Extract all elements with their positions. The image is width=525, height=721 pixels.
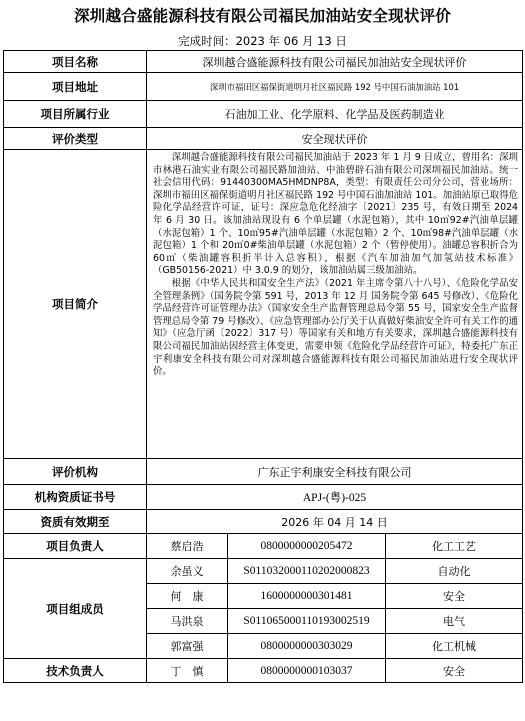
row-leader (4, 534, 523, 559)
industry-label: 项目所属行业 (4, 101, 147, 128)
member-row (4, 559, 523, 584)
agency-label: 评价机构 (4, 459, 147, 485)
project-name-value: 深圳越合盛能源科技有限公司福民加油站安全现状评价 (147, 51, 523, 73)
project-address-value: 深圳市福田区福保街道明月社区福民路 192 号中国石油加油站 101 (147, 73, 523, 101)
industry-value: 石油加工业、化学原料、化学品及医药制造业 (147, 101, 523, 128)
leader-name: 蔡启浩 (147, 534, 228, 559)
tech-lead-field: 安全 (386, 659, 523, 683)
tech-lead-cert: 0800000000103037 (228, 659, 386, 683)
member-field: 电气 (386, 609, 523, 634)
leader-cert: 0800000000205472 (228, 534, 386, 559)
document-title: 深圳越合盛能源科技有限公司福民加油站安全现状评价 (74, 7, 451, 25)
tech-lead-name: 丁 慎 (147, 659, 228, 683)
row-cert (4, 485, 523, 510)
member-name: 郭富强 (147, 634, 228, 659)
agency-value: 广东正宇利康安全科技有限公司 (147, 459, 523, 485)
row-intro (4, 150, 523, 459)
member-field: 化工机械 (386, 634, 523, 659)
member-cert: 0800000000303029 (228, 634, 386, 659)
member-cert: 1600000000301481 (228, 584, 386, 609)
intro-label: 项目简介 (4, 150, 147, 459)
member-field: 自动化 (386, 559, 523, 584)
project-address-label: 项目地址 (4, 73, 147, 101)
member-cert: S011065000110193002519 (228, 609, 386, 634)
project-name-label: 项目名称 (4, 51, 147, 73)
cert-label: 机构资质证书号 (4, 485, 147, 510)
intro-text (147, 150, 523, 459)
member-name: 余虽义 (147, 559, 228, 584)
eval-type-label: 评价类型 (4, 128, 147, 150)
row-project-address (4, 73, 523, 101)
leader-label: 项目负责人 (4, 534, 147, 559)
eval-type-value: 安全现状评价 (147, 128, 523, 150)
row-eval-type (4, 128, 523, 150)
row-agency (4, 459, 523, 485)
completion-label: 完成时间 (178, 34, 225, 48)
leader-field: 化工工艺 (386, 534, 523, 559)
member-cert: S011032000110202000823 (228, 559, 386, 584)
members-label: 项目组成员 (4, 559, 147, 659)
completion-date: 完成时间：2023 年 06 月 13 日 (178, 34, 347, 48)
row-industry (4, 101, 523, 128)
completion-date-value: 2023 年 06 月 13 日 (235, 34, 347, 48)
validity-label: 资质有效期至 (4, 510, 147, 534)
member-field: 安全 (386, 584, 523, 609)
row-validity (4, 510, 523, 534)
member-name: 何 康 (147, 584, 228, 609)
validity-value: 2026 年 04 月 14 日 (147, 510, 523, 534)
intro-paragraph-1: 深圳越合盛能源科技有限公司福民加油站于 2023 年 1 月 9 日成立，曾用名：深圳市林港石油实业有限公司福民路加油站、中油碧辟石油有限公司深圳福民加油站。统一社会信用代码：91440300MA5HMDNP8A，类型：有限责任公司分公司，营业场所：深圳市福田区福保街道明月社区福民路 192 号中国石油加油站 101。加油站原已取得危险化学品经营许可证，证号：深应急危化经油字〔2021〕235 号，有效日期至 2024 年 6 月 30 日。该加油站现设有 6 个单层罐（水泥包箱），其中 10㎥92#汽油单层罐（水泥包箱）1 个、10㎥95#汽油单层罐（水泥包箱）2 个、10㎥98#汽油单层罐（水泥包箱）1 个和 20㎥0#柴油单层罐（水泥包箱）2 个（暂停使用）。油罐总容积折合为 60㎥（柴油罐容积折半计入总容积），根据《汽车加油加气加氢站技术标准》（GB50156-2021）中 3.0.9 的划分，该加油站属三级加油站。 (153, 152, 519, 277)
tech-lead-label: 技术负责人 (4, 659, 147, 683)
member-name: 马洪泉 (147, 609, 228, 634)
intro-paragraph-2: 根据《中华人民共和国安全生产法》（2021 年主席令第八十八号）、《危险化学品安全管理条例》（国务院令第 591 号，2013 年 12 月 国务院令第 645 号修改）、《危险化学品经营许可证管理办法》（国家安全生产监督管理总局令第 55 号，国家安全生产监督管理总局令第 79 号修改）、《应急管理部办公厅关于认真做好柴油安全许可有关工作的通知》（应急厅函〔2022〕317 号）等国家有关和地方有关要求，深圳越合盛能源科技有限公司福民加油站因经营主体变更，需要申领《危险化学品经营许可证》，特委托广东正宇利康安全科技有限公司对深圳越合盛能源科技有限公司福民加油站进行安全现状评价。 (153, 277, 519, 378)
cert-value: APJ-(粤)-025 (147, 485, 523, 510)
row-project-name (4, 51, 523, 73)
row-tech-lead (4, 659, 523, 683)
project-info-table (3, 50, 523, 683)
